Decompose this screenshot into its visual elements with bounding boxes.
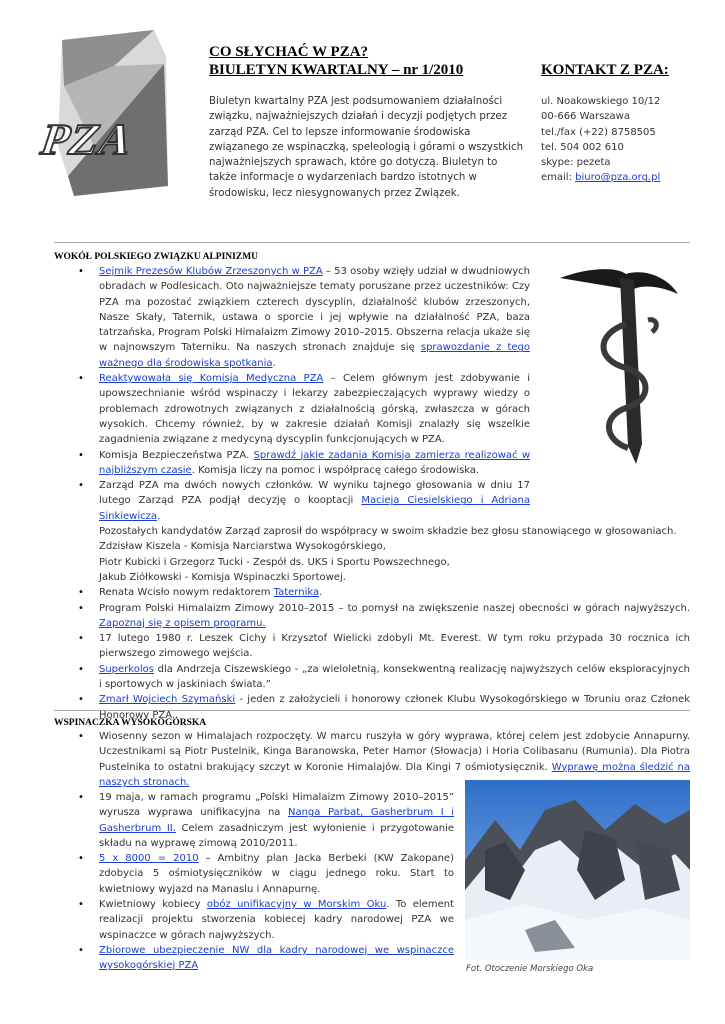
divider xyxy=(54,710,690,711)
section1-heading: WOKÓŁ POLSKIEGO ZWIĄZKU ALPINIZMU xyxy=(54,252,259,262)
list-item xyxy=(54,601,690,632)
list-item xyxy=(54,897,454,943)
list-item xyxy=(54,478,690,524)
continuation-line: Jakub Ziółkowski - Komisja Wspinaczki Sportowej. xyxy=(99,571,346,583)
section2-list-continued xyxy=(54,790,454,974)
continuation-line: Pozostałych kandydatów Zarząd zaprosił do współpracy w swoim składzie bez głosu stanowiącego w głosowaniach. xyxy=(99,526,677,538)
item-text: – 53 osoby wzięły udział w dwudniowych obradach w Podlesicach. Oto najważniejsze tematy poruszane przez uczestników: Czy PZA ma pozostać związkiem czterech dyscyplin, działalność klubów zrzeszonych, Nasze Skały, Taternik, ustawa o sporcie i jej wpływie na działalność PZA, baza tatrzańska, Program Polski Himalaizm Zimowy 2010–2015. Obszerna relacja ukaże się w najnowszym Taterniku. Na naszych stronach znajduje się xyxy=(99,266,531,354)
item-text: dla Andrzeja Ciszewskiego - „za wieloletnią, konsekwentną realizację najwyższych celów eksploracyjnych i sportowych w jaskiniach świata.” xyxy=(99,663,690,691)
mountain-photo xyxy=(465,780,690,960)
bulletin-title: CO SŁYCHAĆ W PZA? xyxy=(209,44,369,60)
list-item xyxy=(54,943,454,974)
contact-email-link[interactable]: biuro@pza.org.pl xyxy=(575,172,661,184)
item-text: . To element realizacji projektu stworzenia kobiecej kadry narodowej PZA we wspinaczce w górach najwyższych. xyxy=(99,899,454,941)
contact-email-row xyxy=(541,170,660,185)
intro-paragraph: Biuletyn kwartalny PZA jest podsumowaniem działalności związku, najważniejszych działań i decyzji podjętych przez zarząd PZA. Cel to lepsze informowanie środowiska związanego ze wspinaczką, speleologią i górami o wszystkich najważniejszych sprawach, które go dotyczą. Biuletyn to także informacje o wydarzeniach bardzo istotnych w środowisku, lecz niesygnowanych przez Związek. xyxy=(209,96,524,199)
item-text: – Ambitny plan Jacka Berbeki (KW Zakopane) zdobycia 5 ośmiotysięczników w ciągu jednego roku. Start to kwietniowy wyjazd na Manaslu i Annapurnę. xyxy=(99,853,454,895)
section2-heading: WSPINACZKA WYSOKOGÓRSKA xyxy=(54,718,207,728)
kooptacja-link[interactable]: Macieja Ciesielskiego i Adriana Sinkiewicza xyxy=(99,495,530,522)
item-text: Zarząd PZA ma dwóch nowych członków. W wyniku tajnego głosowania w dniu 17 lutego Zarząd PZA podjął decyzję o kooptacji xyxy=(99,480,530,507)
list-item xyxy=(54,790,454,851)
item-text: . xyxy=(319,587,323,599)
item-text: Celem zasadniczym jest wyłonienie i przygotowanie składu na wyprawę zimową 2010/2011. xyxy=(99,822,455,849)
item-text: Wiosenny sezon w Himalajach rozpoczęty. W marcu ruszyła w góry wyprawa, której celem jest zdobycie Annapurny. Uczestnikami są Piotr Pustelnik, Kinga Baranowska, Peter Hamor (Słowacja) i Horia Colibasanu (Rumunia). Dla Piotra Pustelnika to ostatni brakujący szczyt w Koronie Himalajów. Dla Kingi 7 ośmiotysięcznik. xyxy=(99,731,690,773)
item-text: Renata Wcisło nowym redaktorem xyxy=(99,587,274,599)
oboz-link[interactable]: obóz unifikacyjny w Morskim Oku xyxy=(206,899,387,911)
photo-caption: Fot. Otoczenie Morskiego Oka xyxy=(466,964,594,974)
superkolos-link[interactable]: Superkolos xyxy=(99,663,154,675)
taternik-link[interactable]: Taternika xyxy=(273,587,320,599)
contact-address: ul. Noakowskiego 10/12 xyxy=(541,96,661,107)
item-text: 17 lutego 1980 r. Leszek Cichy i Krzysztof Wielicki zdobyli Mt. Everest. W tym roku przypada 30 rocznica ich pierwszego zimowego wejścia. xyxy=(99,633,690,660)
komisja-bezpieczenstwa-link[interactable]: Sprawdź jakie zadania Komisja zamierza realizować w najbliższym czasie xyxy=(99,449,530,476)
divider xyxy=(54,242,690,243)
item-text: . xyxy=(272,357,276,369)
item-text: Komisja Bezpieczeństwa PZA. xyxy=(99,449,254,461)
list-item xyxy=(54,662,690,693)
contact-city: 00-666 Warszawa xyxy=(541,111,630,123)
item-text: . Komisja liczy na pomoc i współpracę całego środowiska. xyxy=(191,464,480,476)
contact-heading: KONTAKT Z PZA: xyxy=(541,62,669,78)
list-item xyxy=(54,585,690,600)
logo-lettering: PZA xyxy=(35,115,140,164)
komisja-medyczna-link[interactable]: Reaktywowała się Komisja Medyczna PZA xyxy=(99,373,324,385)
item-text: – Celem głównym jest zdobywanie i upowszechnianie wśród wspinaczy i lekarzy zabezpieczających wyprawy wiedzy o problemach zdrowotnych związanych z działalnością górską, zwłaszcza w górach wysokich. Chcemy również, by w zakresie działań Komisji znalazły się wszelkie zagadnienia związane z medycyną dyscyplin funkcjonujących w PZA. xyxy=(99,373,530,446)
ubezpieczenie-link[interactable]: Zbiorowe ubezpieczenie NW dla kadry narodowej we wspinaczce wysokogórskiej PZA xyxy=(99,944,454,972)
contact-telfax: tel./fax (+22) 8758505 xyxy=(541,126,656,138)
pza-logo xyxy=(35,26,172,198)
item-text: Kwietniowy kobiecy xyxy=(99,899,207,911)
continuation-line: Zdzisław Kiszela - Komisja Narciarstwa Wysokogórskiego, xyxy=(99,541,386,553)
ice-axe-illustration xyxy=(556,264,682,480)
item-text: . xyxy=(157,510,161,522)
item-text: - jeden z założycieli i honorowy członek Klubu Wysokogórskiego w Toruniu oraz Członek Honorowy PZA. xyxy=(99,694,690,721)
bulletin-subtitle: BIULETYN KWARTALNY – nr 1/2010 xyxy=(209,62,464,78)
nanga-parbat-link[interactable]: Nanga Parbat, Gasherbrum I i Gasherbrum II. xyxy=(99,807,454,834)
contact-tel: tel. 504 002 610 xyxy=(541,141,624,153)
wyprawa-link[interactable]: Wyprawę można śledzić na naszych stronach. xyxy=(99,761,690,788)
item-text: Program Polski Himalaizm Zimowy 2010–2015 – to pomysł na zwiększenie naszej obecności w górach najwyższych. xyxy=(99,602,690,614)
list-item xyxy=(54,851,454,897)
item-text: 19 maja, w ramach programu „Polski Himalaizm Zimowy 2010–2015” wyrusza wyprawa unifikacyjna na xyxy=(99,792,454,819)
program-link[interactable]: Zapoznaj się z opisem programu. xyxy=(99,617,266,629)
sprawozdanie-link[interactable]: sprawozdanie z tego ważnego dla środowiska spotkania xyxy=(99,342,531,369)
list-item xyxy=(54,631,690,662)
contact-email-label: email: xyxy=(541,172,576,184)
szymanski-link[interactable]: Zmarł Wojciech Szymański xyxy=(99,694,236,706)
contact-skype: skype: pezeta xyxy=(541,157,611,169)
sejmik-link[interactable]: Sejmik Prezesów Klubów Zrzeszonych w PZA xyxy=(99,266,323,277)
contact-block xyxy=(541,94,660,186)
continuation-line: Piotr Kubicki i Grzegorz Tucki - Zespół ds. UKS i Sportu Powszechnego, xyxy=(99,556,450,568)
5x8000-link[interactable]: 5 x 8000 = 2010 xyxy=(99,853,199,865)
